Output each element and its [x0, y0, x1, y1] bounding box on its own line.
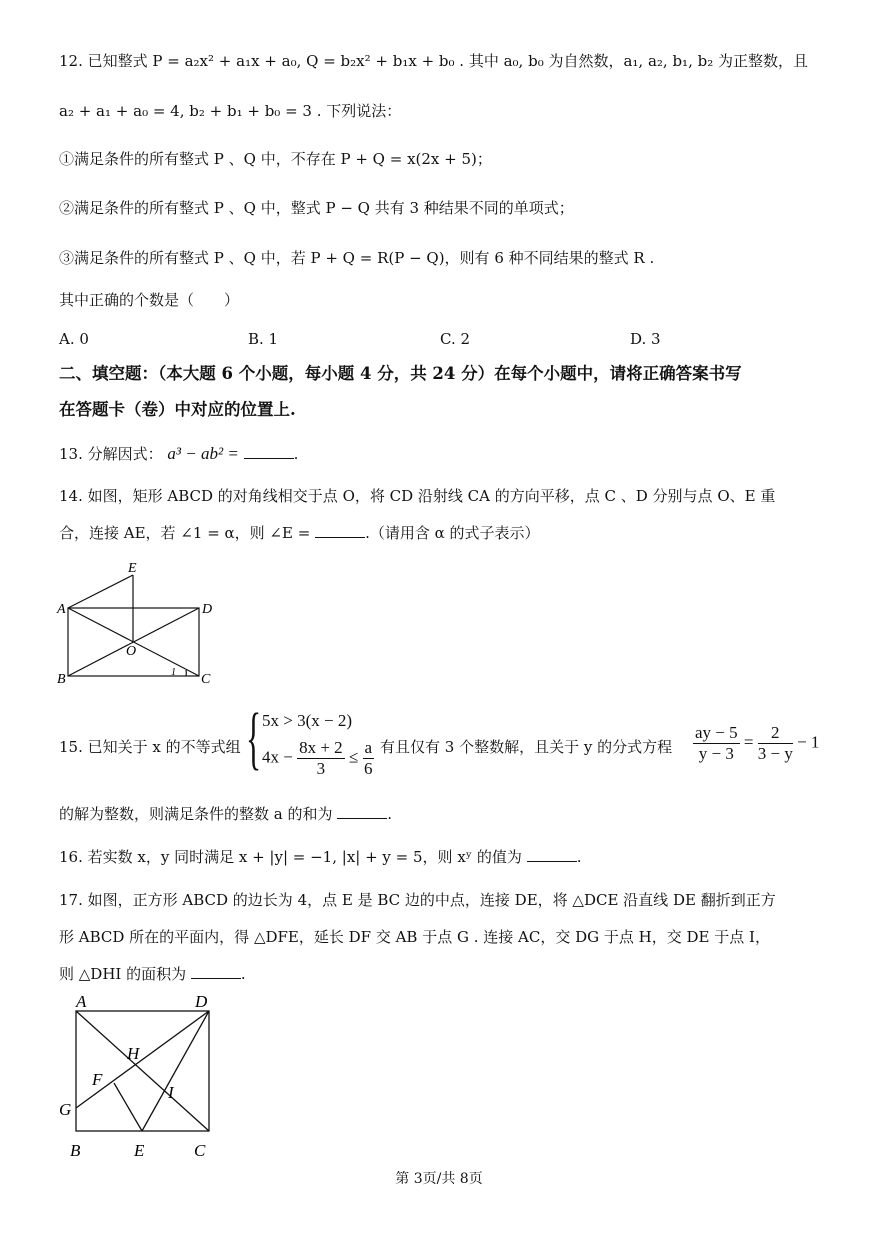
q15-inequality-2 — [262, 738, 374, 779]
q14-label-b: B — [57, 672, 66, 687]
q15-line2 — [59, 802, 392, 826]
q17-line1: 17. 如图，正方形 ABCD 的边长为 4，点 E 是 BC 边的中点，连接 DE，将 △DCE 沿直线 DE 翻折到正方 — [59, 891, 776, 909]
q15-eq-tail: − 1 — [797, 732, 820, 752]
q15-period: . — [387, 805, 393, 823]
q17-line3 — [59, 962, 246, 986]
q14-label-e: E — [128, 561, 137, 576]
q15-ineq2-le: ≤ — [348, 747, 359, 767]
q15-ineq2-numerator: 8x + 2 — [299, 738, 343, 757]
q14-line1: 14. 如图，矩形 ABCD 的对角线相交于点 O，将 CD 沿射线 CA 的方向平移，点 C 、D 分别与点 O、E 重 — [59, 487, 776, 505]
q16-answer-blank — [527, 847, 577, 862]
q14-label-a: A — [57, 602, 66, 617]
q17-line3-text: 则 △DHI 的面积为 — [59, 965, 187, 983]
q17-label-h: H — [127, 1044, 140, 1063]
q15-ineq2-rhs-denominator: 6 — [364, 759, 373, 778]
q15-eq-equals: = — [743, 732, 754, 752]
q12-line1: 12. 已知整式 P = a₂x² + a₁x + a₀, Q = b₂x² + b₁x + b₀ . 其中 a₀, b₀ 为自然数，a₁, a₂, b₁, b₂ 为正整数，且 — [59, 52, 808, 70]
q15-ineq2-rhs-numerator: a — [364, 738, 373, 757]
q15-equation — [693, 723, 819, 764]
q12-statement-3: ③满足条件的所有整式 P 、Q 中，若 P + Q = R(P − Q)，则有 6 种不同结果的整式 R . — [59, 249, 655, 267]
q14-answer-blank — [315, 523, 365, 538]
q13 — [59, 442, 298, 466]
q13-answer-blank — [244, 444, 294, 459]
q15-answer-blank — [337, 804, 387, 819]
q17-label-c: C — [194, 1141, 206, 1160]
q16-period: . — [576, 848, 582, 866]
q15-eq-left-numerator: ay − 5 — [695, 723, 738, 742]
q17-label-i: I — [168, 1083, 174, 1102]
q14-line2-suffix: .（请用含 α 的式子表示） — [365, 524, 540, 542]
q12-question: 其中正确的个数是（ ） — [59, 291, 240, 309]
q14-label-o: O — [126, 644, 137, 659]
q17-segment-de — [142, 1011, 209, 1131]
q16 — [59, 845, 581, 869]
q13-expression: a³ − ab² = — [167, 444, 239, 463]
section-heading-line2: 在答题卡（卷）中对应的位置上. — [59, 400, 296, 419]
q17-label-b: B — [70, 1141, 81, 1160]
q15-inequality-1: 5x > 3(x − 2) — [262, 711, 352, 730]
q17-period: . — [240, 965, 246, 983]
q15-line2-text: 的解为整数，则满足条件的整数 a 的和为 — [59, 805, 333, 823]
q12-option-a: A. 0 — [59, 330, 89, 348]
q12-option-b: B. 1 — [248, 330, 279, 348]
q14-label-d: D — [202, 602, 213, 617]
q14-figure — [52, 558, 227, 688]
q15-middle-text: 有且仅有 3 个整数解，且关于 y 的分式方程 — [380, 738, 673, 756]
q12-statement-2: ②满足条件的所有整式 P 、Q 中，整式 P − Q 共有 3 种结果不同的单项式； — [59, 199, 574, 217]
q12-option-c: C. 2 — [440, 330, 471, 348]
q15-eq-right-fraction — [758, 723, 793, 764]
q12-line2: a₂ + a₁ + a₀ = 4, b₂ + b₁ + b₀ = 3 . 下列说法： — [59, 102, 402, 120]
q12-option-d: D. 3 — [630, 330, 661, 348]
q17-label-d: D — [195, 992, 208, 1011]
page-footer: 第 3页/共 8页 — [395, 1171, 483, 1187]
q15-eq-right-denominator: 3 − y — [757, 744, 793, 763]
q17-label-e: E — [134, 1141, 145, 1160]
q17-label-f: F — [92, 1070, 103, 1089]
q15-eq-left-fraction — [693, 723, 740, 764]
q14-label-c: C — [201, 672, 211, 687]
q15-ineq2-left: 4x − — [262, 747, 293, 767]
q14-line2 — [59, 521, 540, 545]
q17-label-a: A — [76, 992, 87, 1011]
section-heading-line1: 二、填空题：（本大题 6 个小题，每小题 4 分，共 24 分）在每个小题中，请将正确答案书写 — [59, 364, 742, 383]
q15-ineq2-rhs-fraction — [363, 738, 375, 779]
q17-line2: 形 ABCD 所在的平面内，得 △DFE，延长 DF 交 AB 于点 G . 连接 AC，交 DG 于点 H，交 DE 于点 I， — [59, 928, 770, 946]
q17-segment-ef — [114, 1083, 142, 1131]
q14-angle-label: 1 — [171, 667, 176, 678]
q17-answer-blank — [191, 964, 241, 979]
q14-line2-text: 合，连接 AE，若 ∠1 = α，则 ∠E = — [59, 524, 311, 542]
q15-brace: { — [246, 700, 262, 777]
q17-segment-dg — [76, 1011, 209, 1108]
q15-prefix: 15. 已知关于 x 的不等式组 — [59, 738, 241, 756]
q14-segment-ae — [68, 575, 133, 608]
q15-ineq2-denominator: 3 — [316, 759, 326, 778]
q13-prefix: 13. 分解因式： — [59, 445, 163, 463]
q15-eq-right-numerator: 2 — [758, 723, 793, 744]
q17-figure — [52, 990, 232, 1165]
q15-ineq2-fraction — [297, 738, 345, 779]
q16-text: 16. 若实数 x，y 同时满足 x + |y| = −1, |x| + y = 5，则 xʸ 的值为 — [59, 848, 522, 866]
q13-period: . — [293, 445, 299, 463]
q17-label-g: G — [59, 1100, 72, 1119]
q12-statement-1: ①满足条件的所有整式 P 、Q 中，不存在 P + Q = x(2x + 5)； — [59, 150, 492, 168]
q15-eq-left-denominator: y − 3 — [698, 744, 734, 763]
